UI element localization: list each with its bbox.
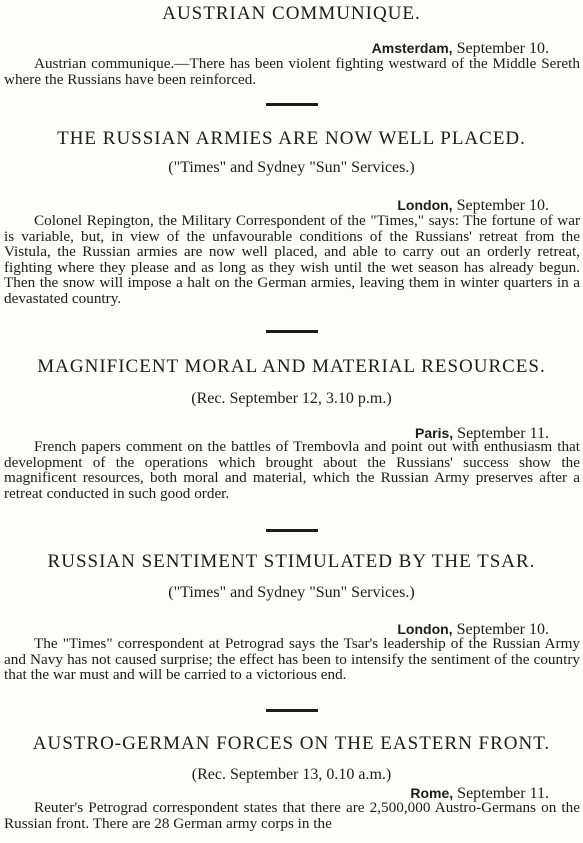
section-divider: [266, 529, 318, 532]
dateline-city: Amsterdam,: [371, 40, 453, 56]
dateline-date: September 11.: [457, 785, 549, 802]
dateline-date: September 11.: [457, 425, 549, 442]
article-source: (Rec. September 12, 3.10 p.m.): [191, 390, 392, 407]
section-divider: [266, 330, 318, 333]
article-heading: AUSTRIAN COMMUNIQUE.: [162, 3, 421, 24]
dateline-city: Paris,: [415, 425, 454, 441]
dateline-city: Rome,: [410, 785, 454, 801]
dateline-date: September 10.: [456, 40, 549, 57]
article-source: ("Times" and Sydney "Sun" Services.): [168, 159, 415, 176]
dateline-city: London,: [397, 197, 453, 213]
article-heading: AUSTRO-GERMAN FORCES ON THE EASTERN FRONT.: [32, 733, 551, 754]
article-body: Reuter's Petrograd correspondent states that there are 2,500,000 Austro-Germans on the Russian front. There are 28 German army corps in the: [4, 799, 580, 832]
dateline-date: September 10.: [456, 621, 549, 638]
article-source: ("Times" and Sydney "Sun" Services.): [168, 584, 415, 601]
article-heading: MAGNIFICENT MORAL AND MATERIAL RESOURCES.: [37, 356, 546, 377]
article-body: French papers comment on the battles of Trembovla and point out with enthusiasm that development of the operations which brought about the Russians' success show the magnificent resources, both moral and material, which the Russian Army preserves after a retreat conducted in such good order.: [4, 438, 580, 502]
article-body: Austrian communique.—There has been violent fighting westward of the Middle Sereth where the Russians have been reinforced.: [4, 55, 580, 88]
section-divider: [266, 103, 318, 106]
section-divider: [266, 709, 318, 712]
article-heading: THE RUSSIAN ARMIES ARE NOW WELL PLACED.: [57, 128, 526, 149]
dateline-date: September 10.: [456, 197, 549, 214]
article-body: The "Times" correspondent at Petrograd says the Tsar's leadership of the Russian Army and Navy has not caused surprise; the effect has been to intensify the sentiment of the country that the war must and will be carried to a victorious end.: [4, 635, 580, 684]
dateline-city: London,: [397, 621, 453, 637]
article-body: Colonel Repington, the Military Correspondent of the "Times," says: The fortune of war is variable, but, in view of the unfavourable conditions of the Russians' retreat from the Vistula, the Russian armies are now well placed, and able to carry out an orderly retreat, fighting where they please and as long as they wish until the wet season has already begun. Then the snow will impose a halt on the German armies, leaving them in winter quarters in a devastated country.: [4, 212, 580, 307]
article-source: (Rec. September 13, 0.10 a.m.): [191, 766, 392, 783]
article-heading: RUSSIAN SENTIMENT STIMULATED BY THE TSAR.: [47, 551, 536, 572]
